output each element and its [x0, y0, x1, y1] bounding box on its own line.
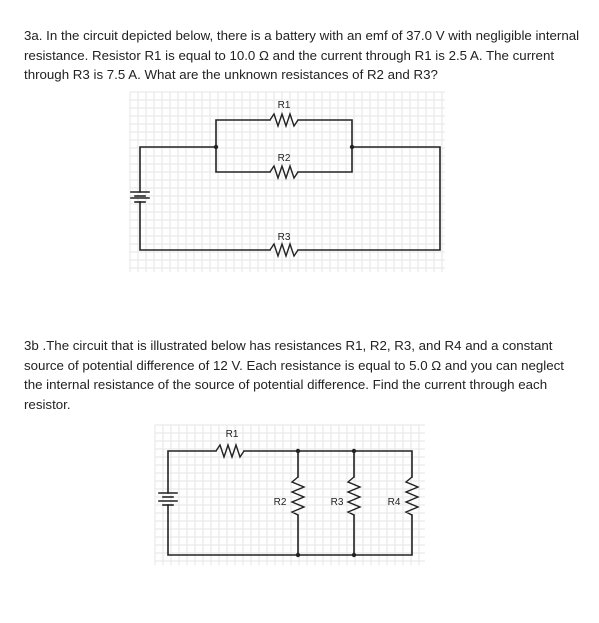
label-r3: R3 [330, 497, 344, 508]
circuit-3b-wires [168, 451, 412, 555]
junction-node [296, 449, 300, 453]
resistor-r3 [348, 477, 360, 515]
label-r2: R2 [273, 497, 287, 508]
junction-node [352, 553, 356, 557]
label-r1: R1 [225, 429, 239, 440]
junction-node [350, 145, 354, 149]
grid-background [155, 425, 425, 565]
junction-node [352, 449, 356, 453]
circuit-3a-diagram [120, 92, 450, 282]
battery-symbol [159, 493, 177, 505]
resistor-r4 [406, 477, 418, 515]
label-r2: R2 [277, 153, 291, 164]
resistor-r1 [216, 445, 244, 457]
label-r1: R1 [277, 100, 291, 111]
grid-background [130, 92, 445, 272]
resistor-r2 [292, 477, 304, 515]
junction-node [296, 553, 300, 557]
label-r4: R4 [387, 497, 401, 508]
circuit-3b-diagram [150, 425, 430, 570]
junction-node [214, 145, 218, 149]
problem-3a-text: 3a. In the circuit depicted below, there is a battery with an emf of 37.0 V with negligible internal resistance. Resistor R1 is equal to 10.0 Ω and the current through R1 is 2.5 A. The current through R3 is 7.5 A. What are the unknown resistances of R2 and R3? [24, 28, 580, 83]
label-r3: R3 [277, 232, 291, 243]
problem-3b-text: 3b .The circuit that is illustrated below has resistances R1, R2, R3, and R4 and a constant source of potential difference of 12 V. Each resistance is equal to 5.0 Ω and you can neglect the internal resistance of the source of potential difference. Find the current through each resistor. [24, 338, 564, 412]
